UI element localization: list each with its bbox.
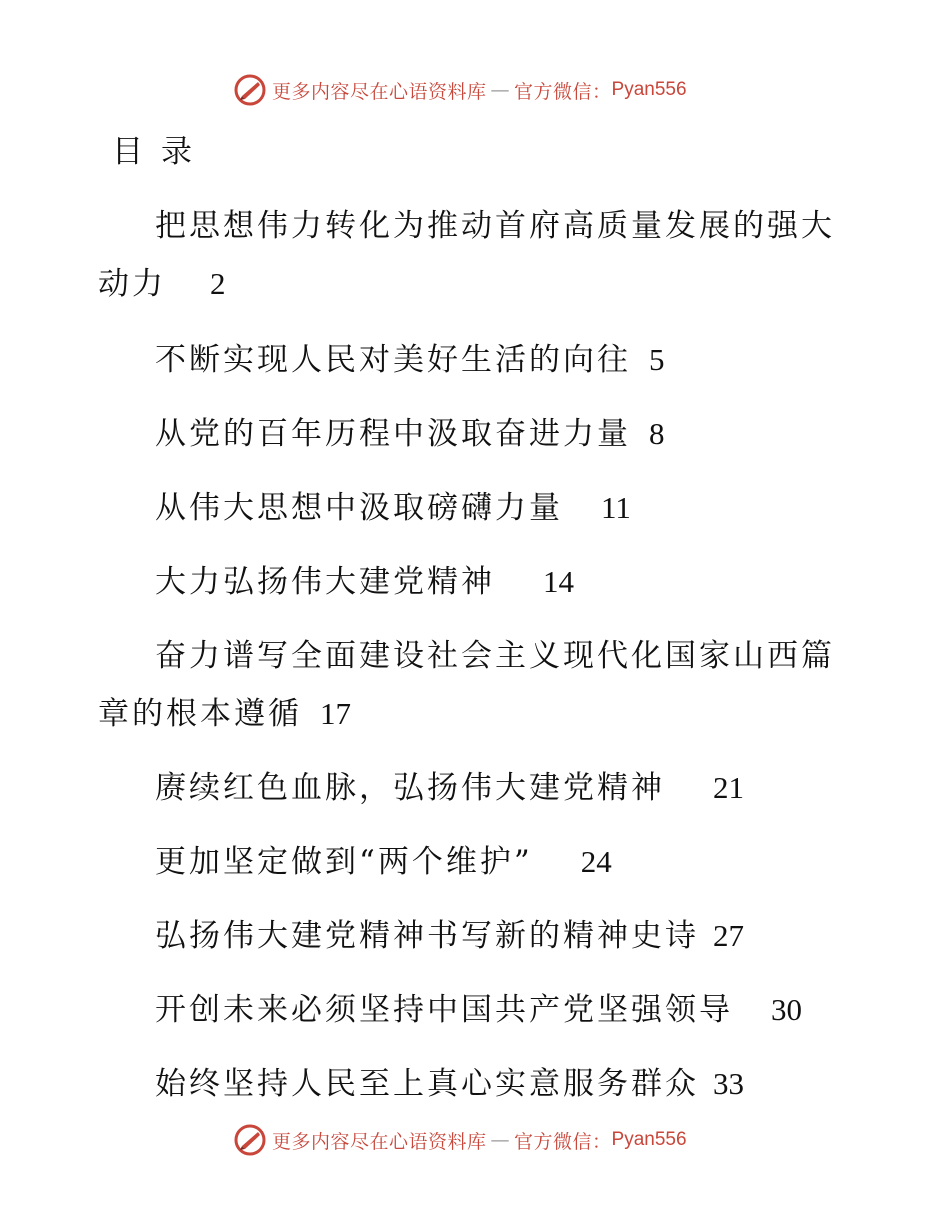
banner-separator: — <box>490 79 511 101</box>
header-banner <box>232 70 712 110</box>
banner-wechat-label: 官方微信： <box>514 1130 612 1153</box>
brand-logo-icon <box>232 1122 268 1158</box>
toc-page-number: 33 <box>713 1066 744 1101</box>
toc-entry-1-line1[interactable]: 把思想伟力转化为推动首府高质量发展的强大 <box>155 208 835 244</box>
banner-wechat-label: 官方微信： <box>514 80 612 103</box>
toc-entry-10[interactable] <box>155 984 802 1029</box>
toc-entry-text: 动力 <box>98 266 166 302</box>
banner-wechat-id: Pyan556 <box>611 79 687 100</box>
toc-page-number: 27 <box>713 918 744 953</box>
banner-text: 更多内容尽在心语资料库 <box>272 1130 487 1153</box>
toc-entry-text: 大力弘扬伟大建党精神 <box>155 564 495 600</box>
toc-entry-text: 赓续红色血脉，弘扬伟大建党精神 <box>155 770 665 806</box>
toc-entry-text: 始终坚持人民至上真心实意服务群众 <box>155 1066 699 1102</box>
toc-entry-text: 弘扬伟大建党精神书写新的精神史诗 <box>155 918 699 954</box>
toc-page-number: 2 <box>210 266 226 301</box>
toc-entry-text: 章的根本遵循 <box>98 696 302 732</box>
toc-entry-text: 从党的百年历程中汲取奋进力量 <box>155 416 631 452</box>
toc-entry-text: 开创未来必须坚持中国共产党坚强领导 <box>155 992 733 1028</box>
page-title: 目录 <box>112 134 210 170</box>
toc-page-number: 21 <box>713 770 744 805</box>
toc-entry-5[interactable] <box>155 556 574 601</box>
toc-entry-7[interactable] <box>155 762 744 807</box>
toc-entry-text: 不断实现人民对美好生活的向往 <box>155 342 631 378</box>
toc-entry-8[interactable] <box>155 836 612 881</box>
toc-page-number: 24 <box>580 844 612 879</box>
toc-page-number: 17 <box>320 696 351 731</box>
brand-logo-icon <box>232 72 268 108</box>
banner-separator: — <box>490 1129 511 1151</box>
toc-entry-9[interactable] <box>155 910 744 955</box>
toc-page-number: 30 <box>771 992 802 1027</box>
footer-banner <box>232 1120 712 1160</box>
toc-entry-text: 更加坚定做到“两个维护” <box>155 844 533 880</box>
toc-page-number: 11 <box>601 490 631 525</box>
toc-entry-text: 从伟大思想中汲取磅礴力量 <box>155 490 563 526</box>
toc-page-number: 14 <box>543 564 574 599</box>
banner-wechat-id: Pyan556 <box>611 1129 687 1150</box>
toc-page-number: 8 <box>649 416 665 451</box>
toc-entry-6-line2[interactable] <box>98 688 351 733</box>
toc-page-number: 5 <box>649 342 665 377</box>
banner-text: 更多内容尽在心语资料库 <box>272 80 487 103</box>
toc-entry-6-line1[interactable]: 奋力谱写全面建设社会主义现代化国家山西篇 <box>155 638 835 674</box>
toc-entry-4[interactable] <box>155 482 631 527</box>
toc-entry-1-line2[interactable] <box>98 258 226 303</box>
toc-entry-3[interactable] <box>155 408 665 453</box>
toc-entry-11[interactable] <box>155 1058 744 1103</box>
toc-entry-2[interactable] <box>155 334 665 379</box>
